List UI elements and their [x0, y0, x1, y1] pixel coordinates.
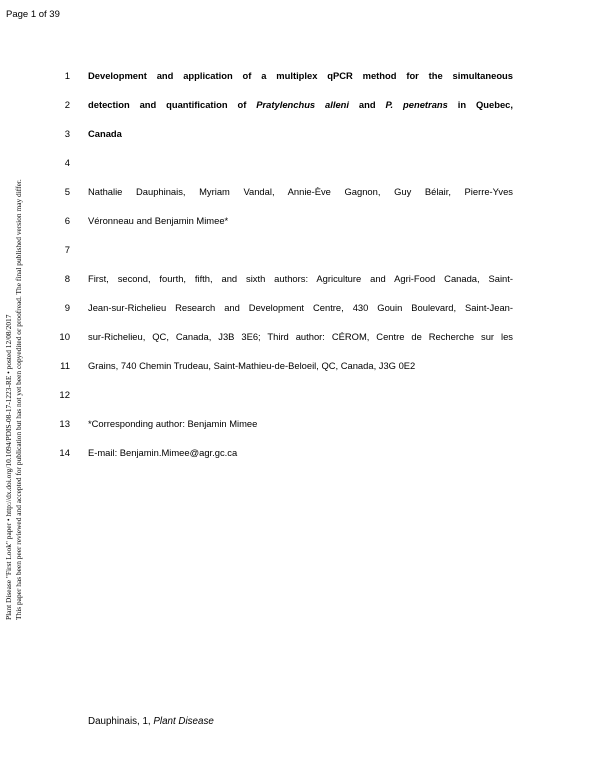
line-number: 13	[59, 419, 70, 430]
affiliation-line-1: First, second, fourth, fifth, and sixth authors: Agriculture and Agri-Food Canada, Saint-	[88, 273, 513, 284]
line-5	[0, 183, 600, 203]
footer-author: Dauphinais, 1,	[88, 716, 154, 727]
line-7	[0, 241, 600, 261]
title-text: in Quebec,	[447, 99, 513, 110]
line-3	[0, 125, 600, 145]
line-14	[0, 444, 600, 464]
email-line: E-mail: Benjamin.Mimee@agr.gc.ca	[88, 447, 238, 458]
line-number: 14	[59, 448, 70, 459]
authors-line-2: Véronneau and Benjamin Mimee*	[88, 215, 229, 226]
side-note-line-1: Plant Disease "First Look" paper • http://dx.doi.org/10.1094/PDIS-08-17-1223-RE • posted 12/08/2017	[4, 314, 13, 620]
line-number: 12	[59, 390, 70, 401]
species-name-2: P. penetrans	[385, 99, 448, 110]
line-number: 5	[64, 187, 70, 198]
line-number: 4	[64, 158, 70, 169]
footer-journal: Plant Disease	[153, 716, 214, 727]
line-11	[0, 357, 600, 377]
line-2	[0, 96, 600, 116]
line-13	[0, 415, 600, 435]
line-number: 2	[64, 100, 70, 111]
line-10	[0, 328, 600, 348]
page-footer	[88, 716, 214, 727]
line-1	[0, 67, 600, 87]
side-note-line-2: This paper has been peer reviewed and accepted for publication but has not yet been copyedited or proofread. The final published version may differ.	[13, 179, 23, 620]
line-number: 3	[64, 129, 70, 140]
title-text: and	[349, 99, 386, 110]
authors-line-1: Nathalie Dauphinais, Myriam Vandal, Annie-Ève Gagnon, Guy Bélair, Pierre-Yves	[88, 186, 513, 197]
title-line-2	[88, 99, 513, 110]
title-text: detection and quantification of	[88, 99, 257, 110]
species-name-1: Pratylenchus alleni	[256, 99, 350, 110]
title-line-1: Development and application of a multiplex qPCR method for the simultaneous	[88, 70, 513, 81]
line-6	[0, 212, 600, 232]
line-12	[0, 386, 600, 406]
corresponding-author: *Corresponding author: Benjamin Mimee	[88, 418, 258, 429]
line-number: 10	[59, 332, 70, 343]
affiliation-line-4: Grains, 740 Chemin Trudeau, Saint-Mathieu-de-Beloeil, QC, Canada, J3G 0E2	[88, 360, 416, 371]
line-number: 6	[64, 216, 70, 227]
affiliation-line-2: Jean-sur-Richelieu Research and Development Centre, 430 Gouin Boulevard, Saint-Jean-	[88, 302, 513, 313]
line-number: 9	[64, 303, 70, 314]
line-4	[0, 154, 600, 174]
line-number: 1	[64, 71, 70, 82]
line-9	[0, 299, 600, 319]
line-number: 11	[60, 361, 70, 372]
line-number: 7	[64, 245, 70, 256]
title-line-3: Canada	[88, 128, 122, 139]
line-number: 8	[64, 274, 70, 285]
page-label: Page 1 of 39	[6, 9, 60, 20]
line-8	[0, 270, 600, 290]
affiliation-line-3: sur-Richelieu, QC, Canada, J3B 3E6; Third author: CÉROM, Centre de Recherche sur les	[88, 331, 513, 342]
